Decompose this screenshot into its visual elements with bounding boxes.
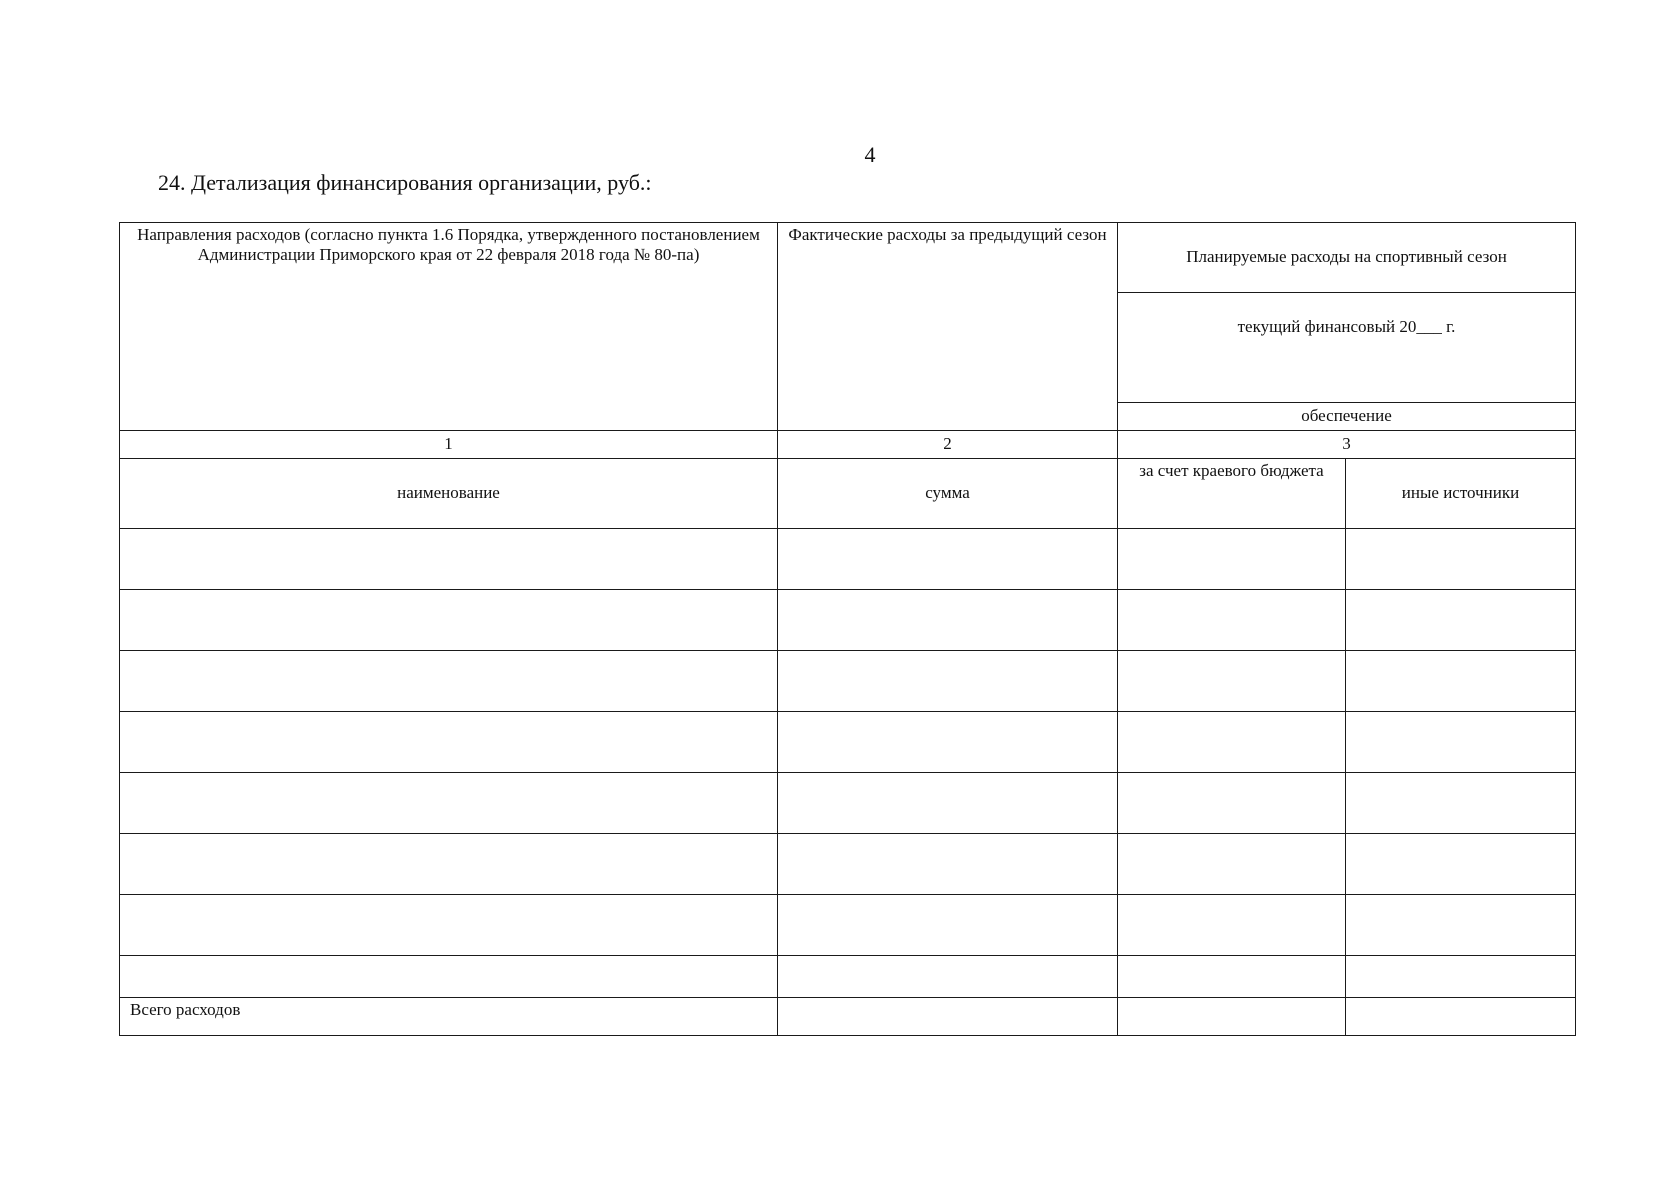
table-row xyxy=(120,773,1576,834)
row-name-cell[interactable] xyxy=(120,651,778,712)
row-amount-cell[interactable] xyxy=(778,712,1118,773)
row-other-sources-cell[interactable] xyxy=(1346,834,1576,895)
header-provision: обеспечение xyxy=(1118,403,1576,431)
row-regional-budget-cell[interactable] xyxy=(1118,773,1346,834)
page-number: 4 xyxy=(864,142,876,167)
financing-table xyxy=(119,222,1576,1036)
table-row xyxy=(120,895,1576,956)
row-amount-cell[interactable] xyxy=(778,956,1118,998)
row-other-sources-cell[interactable] xyxy=(1346,895,1576,956)
subheader-name: наименование xyxy=(120,459,778,529)
row-regional-budget-cell[interactable] xyxy=(1118,529,1346,590)
row-amount-cell[interactable] xyxy=(778,529,1118,590)
row-other-sources-cell[interactable] xyxy=(1346,956,1576,998)
header-actual-expenses: Фактические расходы за предыдущий сезон xyxy=(778,223,1118,431)
row-regional-budget-cell[interactable] xyxy=(1118,651,1346,712)
row-other-sources-cell[interactable] xyxy=(1346,773,1576,834)
row-regional-budget-cell[interactable] xyxy=(1118,956,1346,998)
row-amount-cell[interactable] xyxy=(778,773,1118,834)
row-name-cell[interactable] xyxy=(120,895,778,956)
row-amount-cell[interactable] xyxy=(778,834,1118,895)
total-expenses-label: Всего расходов xyxy=(120,998,778,1036)
row-other-sources-cell[interactable] xyxy=(1346,529,1576,590)
table-row xyxy=(120,956,1576,998)
table-row xyxy=(120,651,1576,712)
table-row xyxy=(120,712,1576,773)
section-title: 24. Детализация финансирования организации, руб.: xyxy=(158,170,652,195)
row-regional-budget-cell[interactable] xyxy=(1118,712,1346,773)
column-number-1: 1 xyxy=(120,431,778,459)
table-row xyxy=(120,590,1576,651)
row-regional-budget-cell[interactable] xyxy=(1118,590,1346,651)
row-name-cell[interactable] xyxy=(120,773,778,834)
row-name-cell[interactable] xyxy=(120,590,778,651)
row-amount-cell[interactable] xyxy=(778,895,1118,956)
row-amount-cell[interactable] xyxy=(778,590,1118,651)
row-regional-budget-cell[interactable] xyxy=(1118,895,1346,956)
row-regional-budget-cell[interactable] xyxy=(1118,834,1346,895)
header-planned-expenses: Планируемые расходы на спортивный сезон xyxy=(1118,223,1576,293)
total-other-sources-cell[interactable] xyxy=(1346,998,1576,1036)
row-other-sources-cell[interactable] xyxy=(1346,651,1576,712)
table-row xyxy=(120,834,1576,895)
header-current-financial-year: текущий финансовый 20___ г. xyxy=(1118,293,1576,403)
subheader-regional-budget: за счет краевого бюджета xyxy=(1118,459,1346,529)
row-amount-cell[interactable] xyxy=(778,651,1118,712)
row-name-cell[interactable] xyxy=(120,529,778,590)
row-name-cell[interactable] xyxy=(120,956,778,998)
column-number-2: 2 xyxy=(778,431,1118,459)
subheader-amount: сумма xyxy=(778,459,1118,529)
subheader-other-sources: иные источники xyxy=(1346,459,1576,529)
table-row xyxy=(120,529,1576,590)
row-name-cell[interactable] xyxy=(120,712,778,773)
row-name-cell[interactable] xyxy=(120,834,778,895)
row-other-sources-cell[interactable] xyxy=(1346,590,1576,651)
total-regional-budget-cell[interactable] xyxy=(1118,998,1346,1036)
row-other-sources-cell[interactable] xyxy=(1346,712,1576,773)
column-number-3: 3 xyxy=(1118,431,1576,459)
total-amount-cell[interactable] xyxy=(778,998,1118,1036)
header-expense-directions: Направления расходов (согласно пункта 1.6 Порядка, утвержденного постановлением Администрации Приморского края от 22 февраля 2018 года № 80-па) xyxy=(120,223,778,431)
